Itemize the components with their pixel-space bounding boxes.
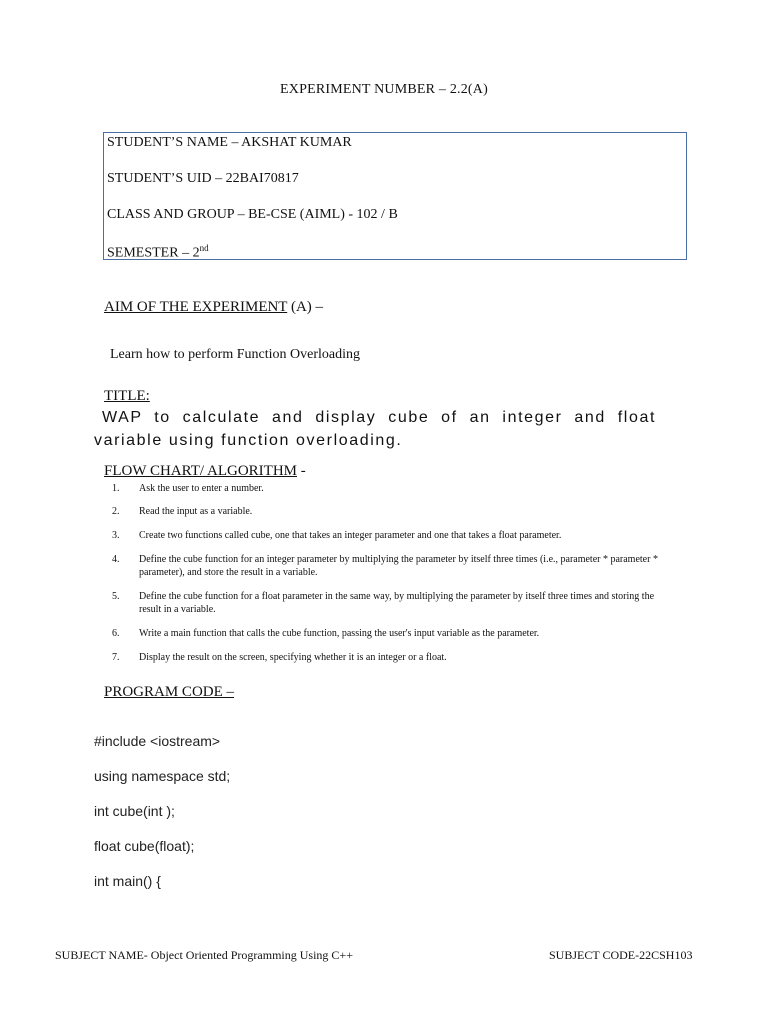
code-line: float cube(float); [94, 838, 195, 854]
step-number: 3. [112, 530, 120, 541]
code-line: #include <iostream> [94, 733, 221, 749]
semester-text: SEMESTER – 2 [107, 245, 200, 261]
list-item [112, 590, 672, 616]
aim-heading [104, 299, 323, 316]
aim-heading-suffix: (A) – [287, 299, 324, 315]
step-text: Define the cube function for an integer parameter by multiplying the parameter by itself three times (i.e., parameter * parameter * parameter), and store the result in a variable. [139, 554, 658, 578]
step-text: Write a main function that calls the cube function, passing the user's input variable as the parameter. [139, 628, 540, 639]
list-item [112, 482, 672, 495]
step-text: Ask the user to enter a number. [139, 483, 264, 494]
list-item [112, 627, 672, 640]
list-item [112, 529, 672, 542]
student-name: STUDENT’S NAME – AKSHAT KUMAR [107, 135, 352, 150]
aim-heading-label: AIM OF THE EXPERIMENT [104, 299, 288, 315]
aim-text: Learn how to perform Function Overloading [110, 347, 360, 362]
algorithm-steps [112, 482, 672, 664]
program-code-heading: PROGRAM CODE – [104, 684, 235, 700]
step-number: 2. [112, 506, 120, 517]
semester-superscript: nd [199, 243, 209, 253]
algorithm-heading-label: FLOW CHART/ ALGORITHM [104, 463, 297, 479]
footer-subject-code: SUBJECT CODE-22CSH103 [549, 948, 693, 962]
step-number: 7. [112, 652, 120, 663]
list-item [112, 505, 672, 518]
experiment-title: EXPERIMENT NUMBER – 2.2(A) [280, 82, 488, 97]
code-line: int cube(int ); [94, 803, 175, 819]
algorithm-heading-suffix: - [297, 463, 306, 479]
step-number: 1. [112, 483, 120, 494]
list-item [112, 553, 672, 579]
algorithm-heading [104, 463, 306, 480]
step-number: 5. [112, 591, 120, 602]
footer-subject-name: SUBJECT NAME- Object Oriented Programming Using C++ [55, 948, 353, 962]
semester [107, 243, 209, 262]
student-info-box [103, 132, 687, 260]
student-uid: STUDENT’S UID – 22BAI70817 [107, 171, 299, 186]
step-text: Read the input as a variable. [139, 506, 253, 517]
step-number: 6. [112, 628, 120, 639]
step-text: Define the cube function for a float parameter in the same way, by multiplying the parameter by itself three times and storing the result in a variable. [139, 591, 655, 615]
title-heading: TITLE: [104, 388, 150, 404]
code-line: int main() { [94, 873, 161, 889]
code-line: using namespace std; [94, 768, 231, 784]
step-number: 4. [112, 554, 120, 565]
step-text: Display the result on the screen, specifying whether it is an integer or a float. [139, 652, 447, 663]
list-item [112, 651, 672, 664]
step-text: Create two functions called cube, one that takes an integer parameter and one that takes a float parameter. [139, 530, 562, 541]
class-and-group: CLASS AND GROUP – BE-CSE (AIML) - 102 / B [107, 207, 398, 222]
title-text: WAP to calculate and display cube of an integer and float variable using function overloading. [94, 409, 656, 449]
